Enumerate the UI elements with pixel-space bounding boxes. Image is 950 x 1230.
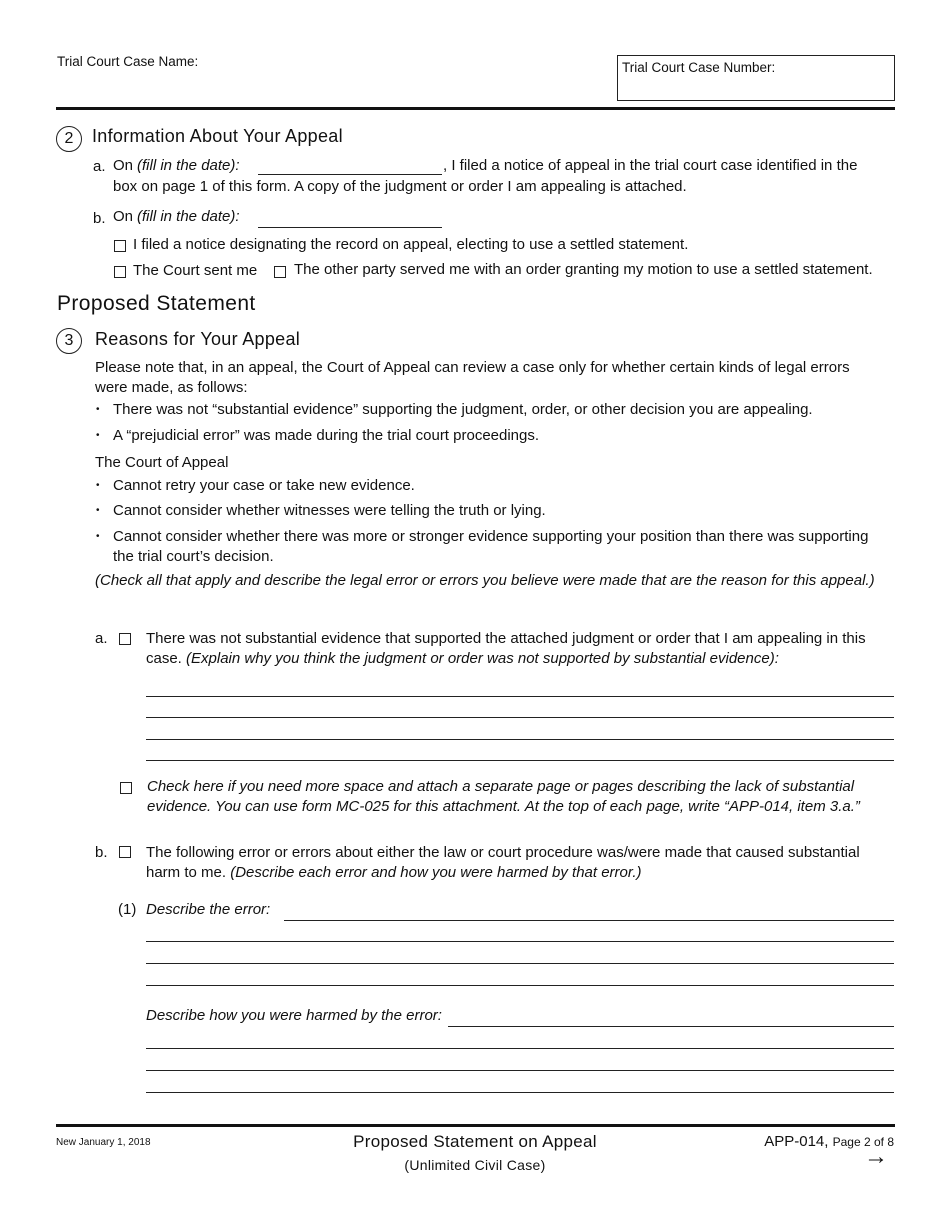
item-2a-letter: a. bbox=[93, 158, 106, 175]
describe-error-line[interactable] bbox=[146, 985, 894, 986]
case-name-label: Trial Court Case Name: bbox=[57, 54, 199, 69]
describe-error-label: Describe the error: bbox=[146, 901, 271, 918]
item-2b-option2-label: The Court sent me bbox=[133, 262, 258, 279]
item-3a-checkbox[interactable] bbox=[119, 633, 131, 645]
item-3a-answer-line[interactable] bbox=[146, 696, 894, 697]
section-2-number: 2 bbox=[56, 126, 82, 152]
item-3b1-number: (1) bbox=[118, 901, 137, 918]
item-3a-answer-line[interactable] bbox=[146, 739, 894, 740]
footer-page-number: Page 2 of 8 bbox=[832, 1135, 894, 1149]
describe-error-line[interactable] bbox=[284, 920, 894, 921]
bullet-marker: • bbox=[96, 430, 100, 441]
item-3b-checkbox[interactable] bbox=[119, 846, 131, 858]
section-3-intro: Please note that, in an appeal, the Court of Appeal can review a case only for whether certain kinds of legal errors were made, as follows: bbox=[95, 359, 850, 396]
bullet-marker: • bbox=[96, 404, 100, 415]
section-3-instruction: (Check all that apply and describe the legal error or errors you believe were made that are the reason for this appeal.) bbox=[95, 572, 875, 589]
item-2b-fill-date: (fill in the date): bbox=[137, 208, 240, 225]
item-3b-text-italic: (Describe each error and how you were harmed by that error.) bbox=[226, 864, 642, 881]
item-2b-option2-checkbox[interactable] bbox=[114, 266, 126, 278]
item-2a-date-field[interactable] bbox=[258, 174, 442, 175]
bullet-no-retry: Cannot retry your case or take new evidence. bbox=[113, 477, 415, 494]
item-3b-letter: b. bbox=[95, 844, 108, 861]
bullet-prejudicial-error: A “prejudicial error” was made during the trial court proceedings. bbox=[113, 427, 540, 444]
footer-rule bbox=[56, 1124, 895, 1127]
next-page-arrow-icon[interactable]: → bbox=[864, 1143, 888, 1170]
item-3a-answer-line[interactable] bbox=[146, 760, 894, 761]
bullet-marker: • bbox=[96, 531, 100, 542]
footer-title: Proposed Statement on Appeal bbox=[353, 1132, 597, 1151]
item-2b-option3-label: The other party served me with an order granting my motion to use a settled statement. bbox=[294, 261, 873, 278]
item-2a-text-line2: box on page 1 of this form. A copy of the judgment or order I am appealing is attached. bbox=[113, 178, 687, 195]
footer-subtitle: (Unlimited Civil Case) bbox=[404, 1157, 546, 1173]
bullet-substantial-evidence: There was not “substantial evidence” supporting the judgment, order, or other decision you are appealing. bbox=[113, 401, 813, 418]
describe-harm-line[interactable] bbox=[146, 1092, 894, 1093]
footer-form-id: APP-014, bbox=[764, 1133, 829, 1150]
bullet-no-weighing: Cannot consider whether there was more or stronger evidence supporting your position than there was supporting the trial court’s decision. bbox=[113, 528, 869, 565]
describe-harm-line[interactable] bbox=[146, 1070, 894, 1071]
item-3a-answer-line[interactable] bbox=[146, 717, 894, 718]
bullet-marker: • bbox=[96, 480, 100, 491]
proposed-statement-title: Proposed Statement bbox=[57, 292, 256, 315]
item-2b-option1-checkbox[interactable] bbox=[114, 240, 126, 252]
describe-harm-label: Describe how you were harmed by the error: bbox=[146, 1007, 442, 1024]
item-3a-text-italic: (Explain why you think the judgment or order was not supported by substantial evidence): bbox=[181, 650, 779, 667]
item-2b-option3-checkbox[interactable] bbox=[274, 266, 286, 278]
header-rule bbox=[56, 107, 895, 110]
bullet-marker: • bbox=[96, 505, 100, 516]
case-number-label: Trial Court Case Number: bbox=[622, 60, 776, 75]
section-3-number: 3 bbox=[56, 328, 82, 354]
footer-date: New January 1, 2018 bbox=[56, 1137, 151, 1148]
item-3a-text bbox=[146, 629, 891, 669]
item-2b-letter: b. bbox=[93, 210, 106, 227]
item-2b-date-field[interactable] bbox=[258, 227, 442, 228]
case-number-box[interactable] bbox=[617, 55, 895, 101]
item-2b-on: On bbox=[113, 208, 134, 225]
describe-harm-line[interactable] bbox=[448, 1026, 894, 1027]
describe-harm-line[interactable] bbox=[146, 1048, 894, 1049]
item-3a-text-main: There was not substantial evidence that supported the attached judgment or order that I am appealing in this case. bbox=[146, 630, 866, 667]
item-2a-fill-date: (fill in the date): bbox=[137, 157, 240, 174]
section-2-title: Information About Your Appeal bbox=[92, 126, 343, 146]
item-2b-option1-label: I filed a notice designating the record on appeal, electing to use a settled statement. bbox=[133, 236, 689, 253]
item-3b-text bbox=[146, 843, 891, 883]
item-2a-text-line1: , I filed a notice of appeal in the trial court case identified in the bbox=[443, 157, 858, 174]
describe-error-line[interactable] bbox=[146, 963, 894, 964]
item-2a-on: On bbox=[113, 157, 134, 174]
item-3a-letter: a. bbox=[95, 630, 108, 647]
court-of-appeal-label: The Court of Appeal bbox=[95, 454, 229, 471]
describe-error-line[interactable] bbox=[146, 941, 894, 942]
section-3-title: Reasons for Your Appeal bbox=[95, 329, 301, 349]
bullet-no-witness: Cannot consider whether witnesses were telling the truth or lying. bbox=[113, 502, 546, 519]
item-3a-more-space-text: Check here if you need more space and attach a separate page or pages describing the lack of substantial evidence. You can use form MC-025 for this attachment. At the top of each page, write “APP-014, item 3.a.” bbox=[147, 778, 860, 815]
item-3b-text-main: The following error or errors about either the law or court procedure was/were made that caused substantial harm to me. bbox=[146, 844, 860, 881]
item-3a-more-space-checkbox[interactable] bbox=[120, 782, 132, 794]
